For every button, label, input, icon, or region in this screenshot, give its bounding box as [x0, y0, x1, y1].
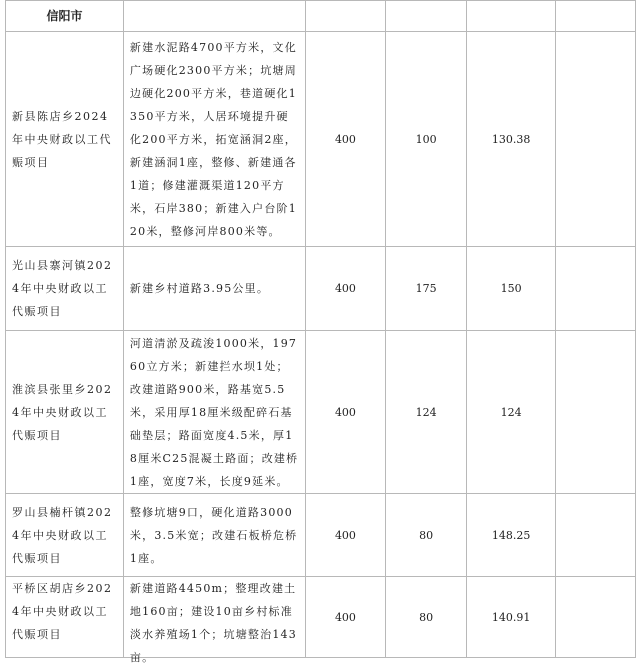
- value-cell-1: 400: [305, 331, 386, 494]
- value-cell-2: 124: [386, 331, 467, 494]
- value-cell-4: [556, 247, 636, 331]
- value-cell-3: 150: [467, 247, 556, 331]
- project-description: 河道清淤及疏浚1000米，19760立方米；新建拦水坝1处；改建道路900米，路基宽5.5米，采用厚18厘米级配碎石基础垫层；路面宽度4.5米，厚18厘米C25混凝土路面；改建桥1座，宽度7米，长度9延米。: [123, 331, 305, 494]
- project-name: 罗山县楠杆镇2024年中央财政以工代赈项目: [6, 494, 124, 577]
- value-cell-2: 80: [386, 577, 467, 658]
- value-cell-3: 148.25: [467, 494, 556, 577]
- table-row: [6, 577, 636, 658]
- project-table: [5, 0, 636, 664]
- project-description: [123, 577, 305, 664]
- header-cell: [467, 1, 556, 32]
- value-cell-2: 100: [386, 32, 467, 247]
- value-cell-3: 130.38: [467, 32, 556, 247]
- project-name: [6, 577, 124, 658]
- value-cell-1: 400: [305, 32, 386, 247]
- table-row: [6, 494, 636, 577]
- project-description: 新建乡村道路3.95公里。: [123, 247, 305, 331]
- project-name: 光山县寨河镇2024年中央财政以工代赈项目: [6, 247, 124, 331]
- table-row: [6, 32, 636, 247]
- value-cell-3: 140.91: [467, 577, 556, 658]
- value-cell-1: 400: [305, 494, 386, 577]
- city-header: 信阳市: [6, 1, 124, 32]
- project-name-text: 平桥区胡店乡2024年中央财政以工代赈项目: [12, 582, 113, 641]
- project-description: 整修坑塘9口，硬化道路3000米，3.5米宽；改建石板桥危桥1座。: [123, 494, 305, 577]
- header-cell: [386, 1, 467, 32]
- value-cell-2: 175: [386, 247, 467, 331]
- project-name: 淮滨县张里乡2024年中央财政以工代赈项目: [6, 331, 124, 494]
- project-name: 新县陈店乡2024年中央财政以工代赈项目: [6, 32, 124, 247]
- project-description-text: 新建道路4450m；整理改建土地160亩；建设10亩乡村标准淡水养殖场1个；坑塘整治143亩。: [129, 582, 297, 664]
- header-cell: [556, 1, 636, 32]
- value-cell-1: 400: [305, 577, 386, 658]
- project-description: 新建水泥路4700平方米，文化广场硬化2300平方米；坑塘周边硬化200平方米，巷道硬化1350平方米，人居环境提升硬化200平方米，拓宽涵洞2座，新建涵洞1座，整修、新建通各1道；修建灌溉渠道120平方米，石岸380；新建入户台阶120米，整修河岸800米等。: [123, 32, 305, 247]
- table-row: [6, 247, 636, 331]
- table-row: [6, 331, 636, 494]
- value-cell-4: [556, 577, 636, 658]
- value-cell-2: 80: [386, 494, 467, 577]
- header-cell: [123, 1, 305, 32]
- value-cell-4: [556, 32, 636, 247]
- value-cell-4: [556, 494, 636, 577]
- value-cell-4: [556, 331, 636, 494]
- table-header-row: [6, 1, 636, 32]
- value-cell-3: 124: [467, 331, 556, 494]
- header-cell: [305, 1, 386, 32]
- value-cell-1: 400: [305, 247, 386, 331]
